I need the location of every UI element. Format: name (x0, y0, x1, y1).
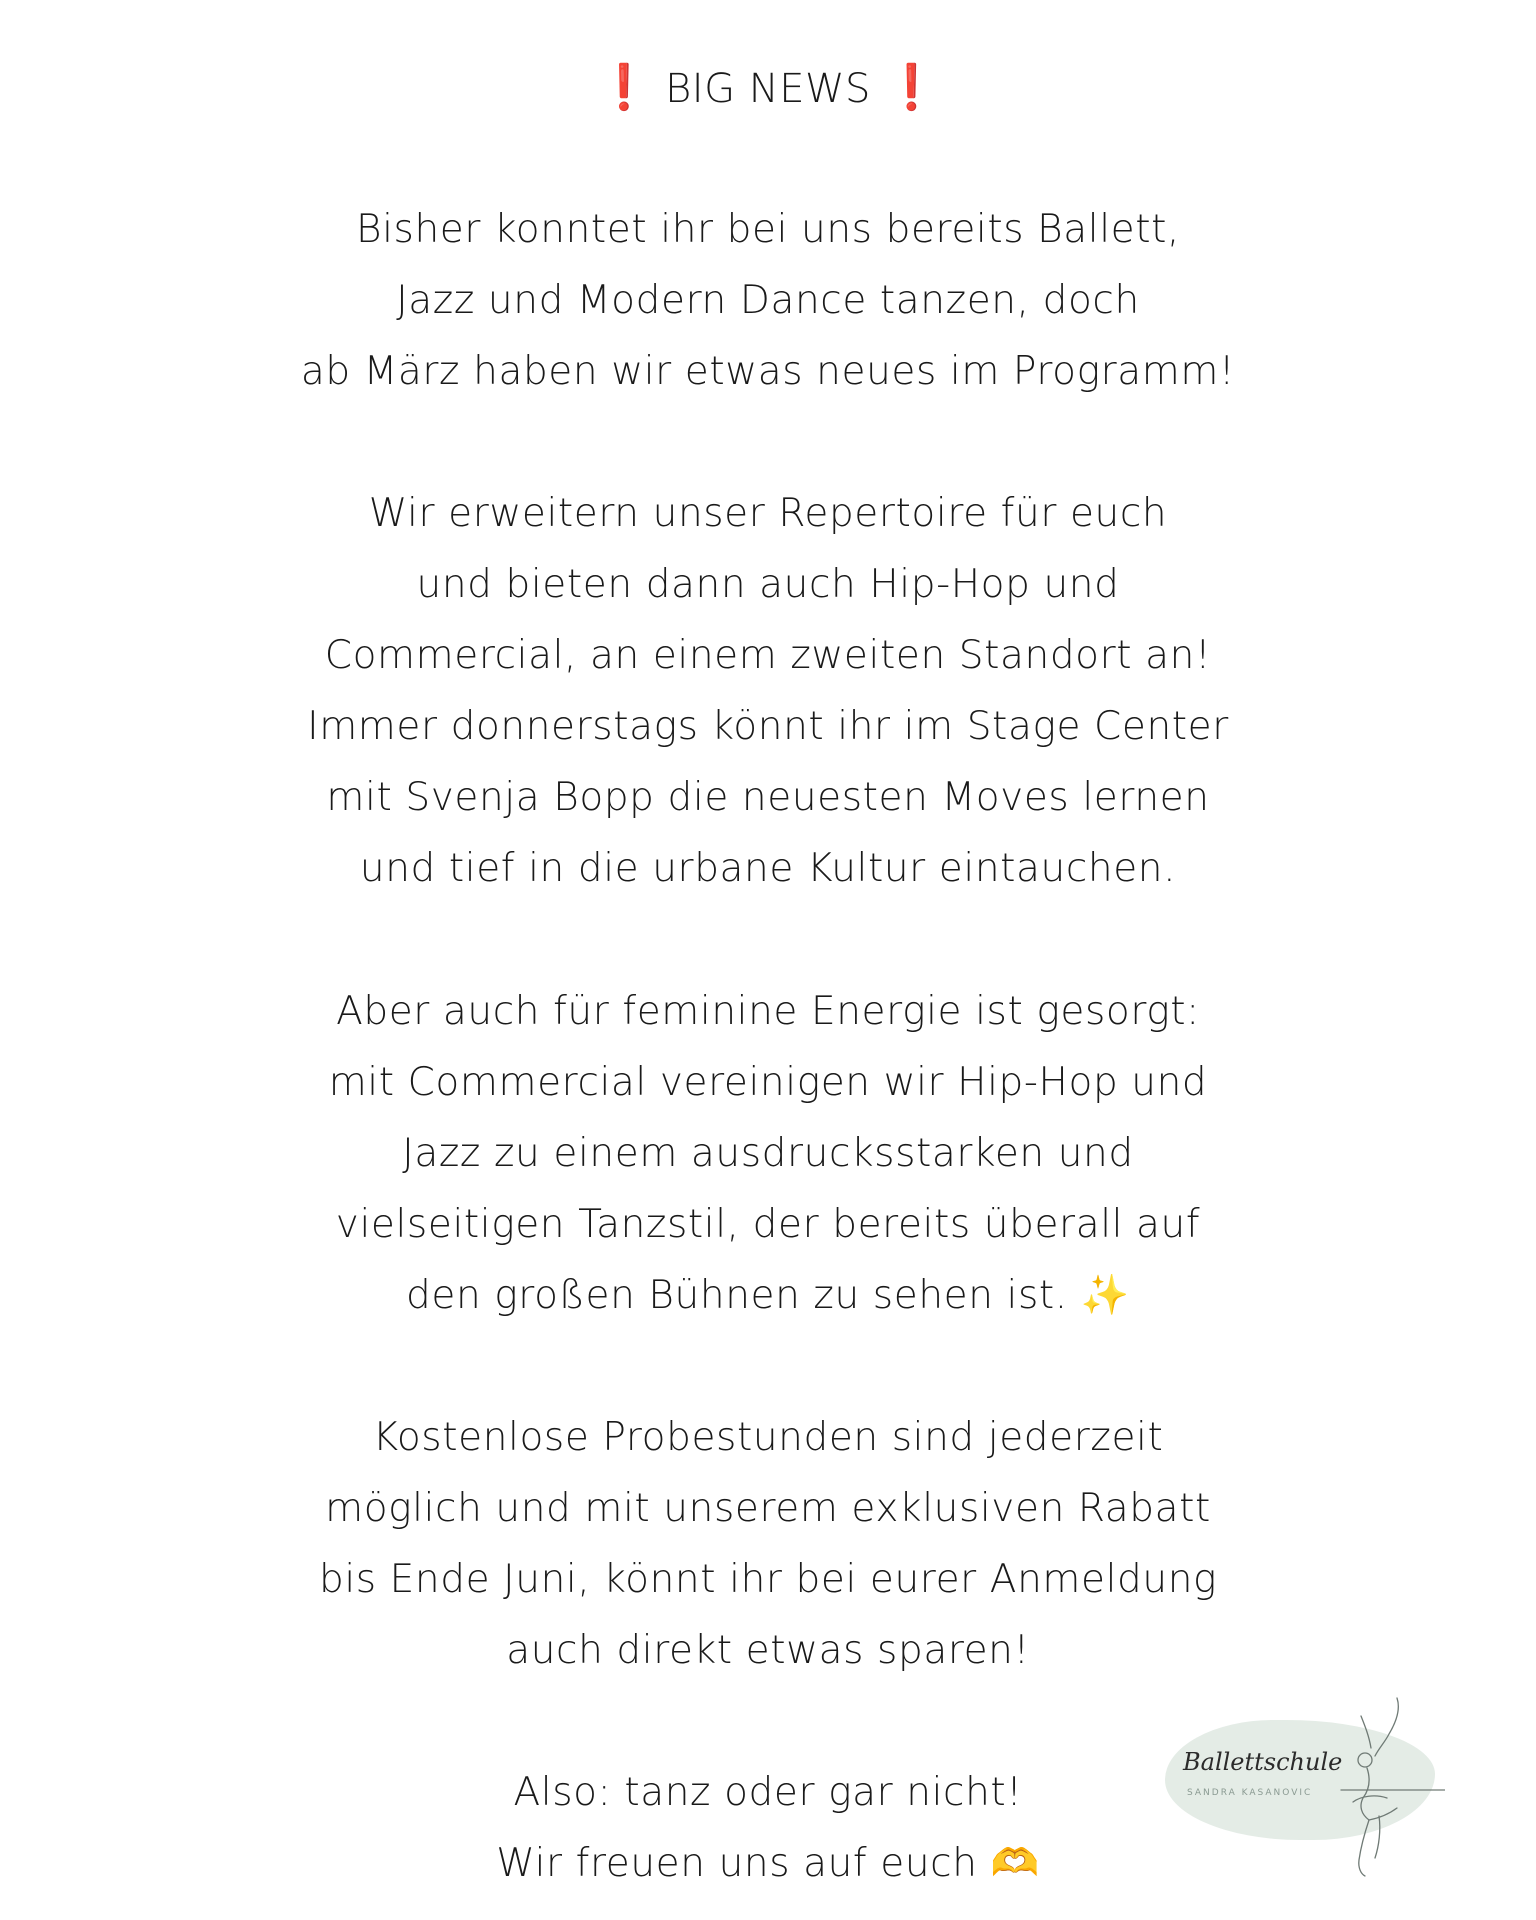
text-line: mit Commercial vereinigen wir Hip-Hop und (328, 1060, 1208, 1105)
exclamation-icon: ❗ (884, 62, 940, 113)
text-line: den großen Bühnen zu sehen ist. (406, 1273, 1068, 1318)
paragraph-trial (0, 1402, 1536, 1686)
text-line: mit Svenja Bopp die neuesten Moves lernen (326, 775, 1210, 820)
text-line: Jazz und Modern Dance tanzen, doch (396, 278, 1140, 323)
text-line: auch direkt etwas sparen! (506, 1628, 1030, 1673)
paragraph-intro (0, 194, 1536, 407)
text-line-with-emoji (0, 1260, 1536, 1331)
text-line: Kostenlose Probestunden sind jederzeit (372, 1415, 1164, 1460)
text-line: vielseitigen Tanzstil, der bereits überall auf (335, 1202, 1201, 1247)
paragraph-repertoire (0, 478, 1536, 904)
text-line: Bisher konntet ihr bei uns bereits Ballett, (355, 207, 1181, 252)
text-line: Wir freuen uns auf euch (496, 1841, 978, 1886)
sparkles-icon: ✨ (1080, 1273, 1130, 1318)
text-line: ab März haben wir etwas neues im Programm! (300, 349, 1236, 394)
headline-text: BIG NEWS (665, 66, 871, 112)
ballerina-icon (1165, 1690, 1445, 1880)
ballet-school-logo (1165, 1690, 1445, 1880)
text-line: Immer donnerstags könnt ihr im Stage Center (307, 704, 1229, 749)
text-line: möglich und mit unserem exklusiven Rabatt (325, 1486, 1211, 1531)
heart-hands-icon: 🫶 (990, 1841, 1040, 1886)
text-line: Jazz zu einem ausdrucksstarken und (402, 1131, 1134, 1176)
logo-title: Ballettschule (1183, 1748, 1343, 1776)
exclamation-icon: ❗ (596, 62, 652, 113)
headline (0, 60, 1536, 116)
paragraph-commercial (0, 976, 1536, 1331)
text-line: und tief in die urbane Kultur eintauchen. (359, 846, 1177, 891)
text-line: Wir erweitern unser Repertoire für euch (368, 491, 1168, 536)
text-line: Aber auch für feminine Energie ist gesorgt: (336, 989, 1200, 1034)
text-line: bis Ende Juni, könnt ihr bei eurer Anmeldung (318, 1557, 1218, 1602)
text-line: Commercial, an einem zweiten Standort an! (324, 633, 1212, 678)
text-line: Also: tanz oder gar nicht! (513, 1770, 1023, 1815)
logo-subtitle: SANDRA KASANOVIC (1187, 1788, 1313, 1798)
text-line: und bieten dann auch Hip-Hop und (416, 562, 1120, 607)
